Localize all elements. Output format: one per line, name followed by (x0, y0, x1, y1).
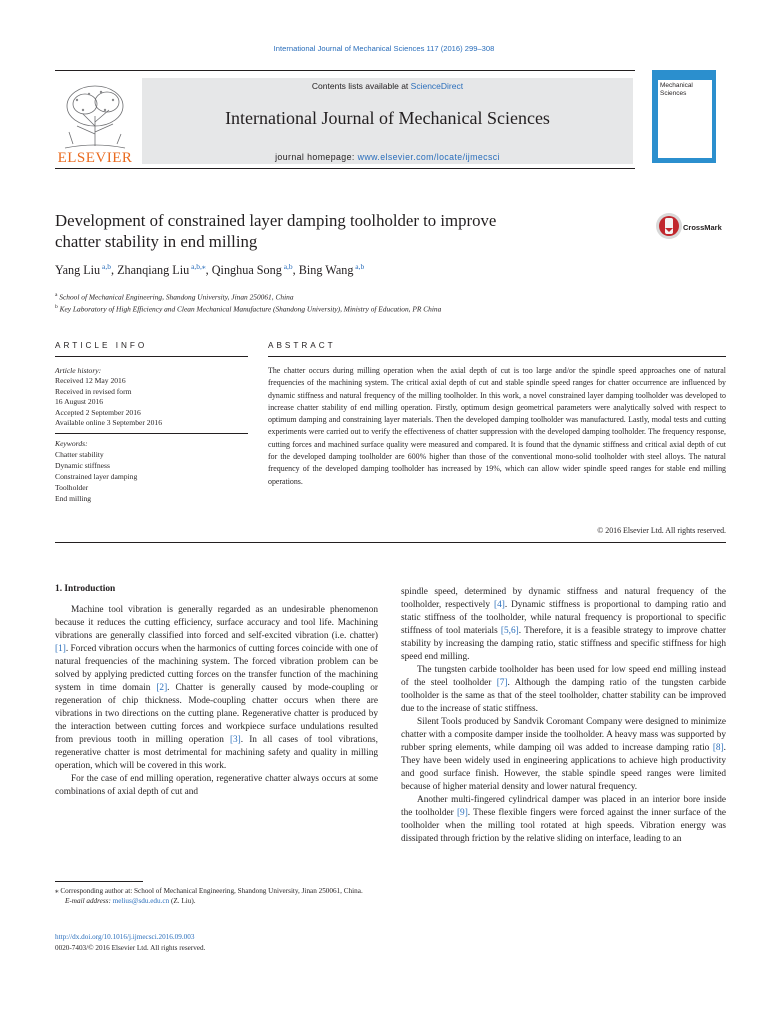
affiliation-text: School of Mechanical Engineering, Shandong University, Jinan 250061, China (57, 292, 294, 302)
article-info-heading: ARTICLE INFO (55, 341, 148, 350)
sciencedirect-link[interactable]: ScienceDirect (410, 81, 464, 91)
reference-link[interactable]: [8] (712, 743, 724, 753)
front-matter-rule (55, 542, 726, 543)
author-affil-marker[interactable]: a,b (353, 262, 365, 271)
author-affil-marker[interactable]: a,b (100, 262, 111, 271)
body-text: . Forced vibration occurs when the harmonics of cutting forces coincide with one of natural frequencies of the machining system. The forced vibration problem can be solved by applying predicted cutting forces on the transfer function of the machining system in time domain (55, 644, 378, 693)
keyword: Chatter stability (55, 449, 104, 459)
body-text: The tungsten carbide toolholder has been used for low speed end milling instead of the steel toolholder (401, 665, 726, 688)
body-text: . Therefore, it is a feasible strategy to improve chatter stability by increasing the damping ratio, static stiffness and specific stiffness for high speed end milling. (401, 626, 726, 662)
issn-copyright: 0020-7403/© 2016 Elsevier Ltd. All rights reserved. (55, 943, 206, 952)
body-text: spindle speed, determined by dynamic stiffness and natural frequency of the toolholder, respectively (401, 587, 726, 610)
author[interactable] (55, 263, 111, 277)
masthead-rule-top (55, 70, 635, 71)
article-title-line-2: chatter stability in end milling (55, 232, 258, 251)
author[interactable] (299, 263, 365, 277)
author-separator: , (111, 263, 118, 278)
article-info-rule (55, 356, 248, 357)
reference-link[interactable]: [3] (229, 735, 241, 745)
crossmark-label[interactable]: CrossMark (683, 223, 722, 232)
cover-line-2: Sciences (660, 90, 687, 97)
contents-line (142, 81, 633, 91)
abstract-text: The chatter occurs during milling operation when the axial depth of cut is too large and/or the spindle speed approaches one of natural frequencies of the machining system. The critical axial depth of cut and stable spindle speed ranges for chatter occurrence are influenced by dynamic stiffness and natural frequency of the milling toolholder. In this work, a novel constrained layer damping toolholder was developed to increase chatter stability of end milling operation. Firstly, optimum design geometrical parameters were analytically solved with respect to optimum damping and constraining layer materials. Then the developed damping toolholder was manufactured. Lastly, modal tests and cutting experiments were carried out to verify the effectiveness of chatter suppression with the developed damping toolholder. The frequency response, cutting forces and machined surface quality were measured and compared. It is found that the dynamic stiffness and critical axial depth of cut for the developed damping toolholder are 600% higher than those of the conventional mono-solid toolholder with steel alloys. The natural frequency of the developed damping toolholder has increased by 19%, which can allow wider spindle speed ranges for stable end milling operations. (268, 366, 726, 486)
affiliation-marker: a (55, 292, 58, 298)
author[interactable] (212, 263, 293, 277)
abstract-heading: ABSTRACT (268, 341, 336, 350)
journal-homepage-line (142, 152, 633, 162)
body-text: . Chatter is generally caused by mode-coupling or regeneration of chip thickness. Mode-coupling chatter occurs when there are vibrations in two directions on the cutting plane. Regenerative chatter is produced by the interaction between cutting forces and workpiece surface undulations resulted from previous tooth in milling operation (55, 683, 379, 745)
keyword: End milling (55, 493, 92, 503)
journal-citation[interactable]: International Journal of Mechanical Sciences 117 (2016) 299–308 (273, 44, 495, 53)
keywords-label: Keywords: (55, 439, 88, 448)
contents-prefix: Contents lists available at (311, 81, 411, 91)
body-text: . Although the damping ratio of the tungsten carbide toolholder is the same as that of the steel toolholder, chatter stability can be improved due to the increase of static stiffness. (401, 678, 727, 714)
author-name[interactable]: Yang Liu (55, 263, 101, 278)
author-name[interactable]: Bing Wang (298, 263, 354, 278)
reference-link[interactable]: [7] (496, 678, 508, 688)
article-title (55, 210, 645, 252)
footnote-rule (55, 881, 143, 882)
reference-link[interactable]: [9] (456, 808, 468, 818)
abstract-copyright: © 2016 Elsevier Ltd. All rights reserved. (597, 526, 726, 535)
body-paragraph (55, 604, 378, 773)
elsevier-wordmark: ELSEVIER (57, 150, 133, 166)
body-text: . Dynamic stiffness is proportional to damping ratio and static stiffness of the toolholder, while natural frequency is proportional to specific stiffness of tool materials (401, 600, 727, 636)
journal-title: International Journal of Mechanical Sciences (225, 108, 550, 128)
reference-link[interactable]: [2] (156, 683, 168, 693)
homepage-link[interactable]: www.elsevier.com/locate/ijmecsci (357, 152, 500, 162)
section-heading-introduction: 1. Introduction (55, 584, 116, 594)
author-separator: , (292, 263, 299, 278)
body-paragraph (401, 794, 726, 846)
article-history-label: Article history: (55, 366, 102, 375)
author-list (55, 262, 715, 278)
cover-line-1: Mechanical (660, 82, 693, 89)
article-title-line-1: Development of constrained layer damping toolholder to improve (55, 211, 497, 230)
affiliation (55, 302, 715, 314)
body-text: . They have been widely used in engineering applications to achieve high productivity and good surface finish. However, the stable spindle speed ranges were limited because of higher material density and lower natural frequency. (401, 743, 726, 792)
footnote-corresponding: ⁎ Corresponding author at: School of Mechanical Engineering, Shandong University, Jinan 250061, China. (55, 887, 363, 895)
body-text: . In all cases of tool vibrations, regenerative chatter is most detrimental for machining safety and quality in milling operation, which will be covered in this work. (55, 735, 378, 771)
doi-block (55, 932, 355, 953)
reference-link[interactable]: [5,6] (500, 626, 519, 636)
reference-link[interactable]: [1] (55, 644, 66, 654)
body-text: . These flexible fingers were forced against the inner surface of the toolholder when the milling tool rotated at high speeds. Vibration energy was dissipated through friction by the relative sliding on interface, leading to an (401, 808, 726, 844)
keyword: Toolholder (55, 482, 89, 492)
affiliation-marker: b (55, 304, 58, 311)
journal-cover-title (660, 82, 712, 98)
author-name[interactable]: Qinghua Song (211, 263, 282, 278)
author-name[interactable]: Zhanqiang Liu (117, 263, 190, 278)
author-separator: , (205, 263, 212, 278)
abstract-rule (268, 356, 726, 357)
email-link[interactable]: melius@sdu.edu.cn (112, 897, 170, 906)
footnote-email-line (55, 896, 378, 906)
author[interactable] (117, 263, 206, 277)
body-paragraph: For the case of end milling operation, regenerative chatter always occurs at some combinations of axial depth of cut and (55, 774, 378, 797)
homepage-prefix: journal homepage: (275, 152, 358, 162)
corresponding-author-footnote (55, 886, 378, 906)
keywords (55, 439, 248, 504)
body-paragraph (401, 664, 726, 716)
reference-link[interactable]: [4] (493, 600, 505, 610)
history-item: Available online 3 September 2016 (55, 418, 162, 428)
history-item: Received 12 May 2016 (55, 376, 126, 386)
body-paragraph (401, 716, 726, 794)
keyword: Dynamic stiffness (55, 460, 110, 470)
email-label: E-mail address: (65, 897, 113, 906)
history-item: Received in revised form (55, 386, 132, 396)
body-column-left (55, 604, 378, 799)
history-item: 16 August 2016 (55, 397, 104, 407)
body-text: Silent Tools produced by Sandvik Coromant Company were designed to minimize chatter with a composite damper inside the toolholder. A heavy mass was supported by rubber spring elements, while damping oil was added to increase damping ratio (401, 717, 726, 753)
author-affil-marker[interactable]: a,b (281, 262, 293, 271)
body-text: Another multi-fingered cylindrical damper was placed in an interior bore inside the toolholder (401, 795, 726, 818)
history-item: Accepted 2 September 2016 (55, 407, 141, 417)
article-history (55, 366, 248, 428)
article-info-divider (55, 433, 248, 434)
body-column-right (401, 586, 726, 846)
masthead-rule-bottom (55, 168, 635, 169)
body-text: Machine tool vibration is generally regarded as an undesirable phenomenon because it reduces the cutting efficiency, surface accuracy and tool life. Machining vibrations are generally classified into forced and self-excited vibration (i.e. chatter) (55, 605, 378, 641)
body-paragraph (401, 586, 726, 664)
doi-link[interactable]: http://dx.doi.org/10.1016/j.ijmecsci.2016.09.003 (55, 933, 195, 941)
affiliation-text: Key Laboratory of High Efficiency and Clean Mechanical Manufacture (Shandong University), Ministry of Education, PR China (57, 304, 442, 314)
author-affil-marker[interactable]: a,b,⁎ (189, 262, 206, 271)
affiliations (55, 290, 715, 315)
keyword: Constrained layer damping (55, 471, 138, 481)
email-suffix: (Z. Liu). (169, 897, 196, 906)
affiliation (55, 290, 715, 302)
